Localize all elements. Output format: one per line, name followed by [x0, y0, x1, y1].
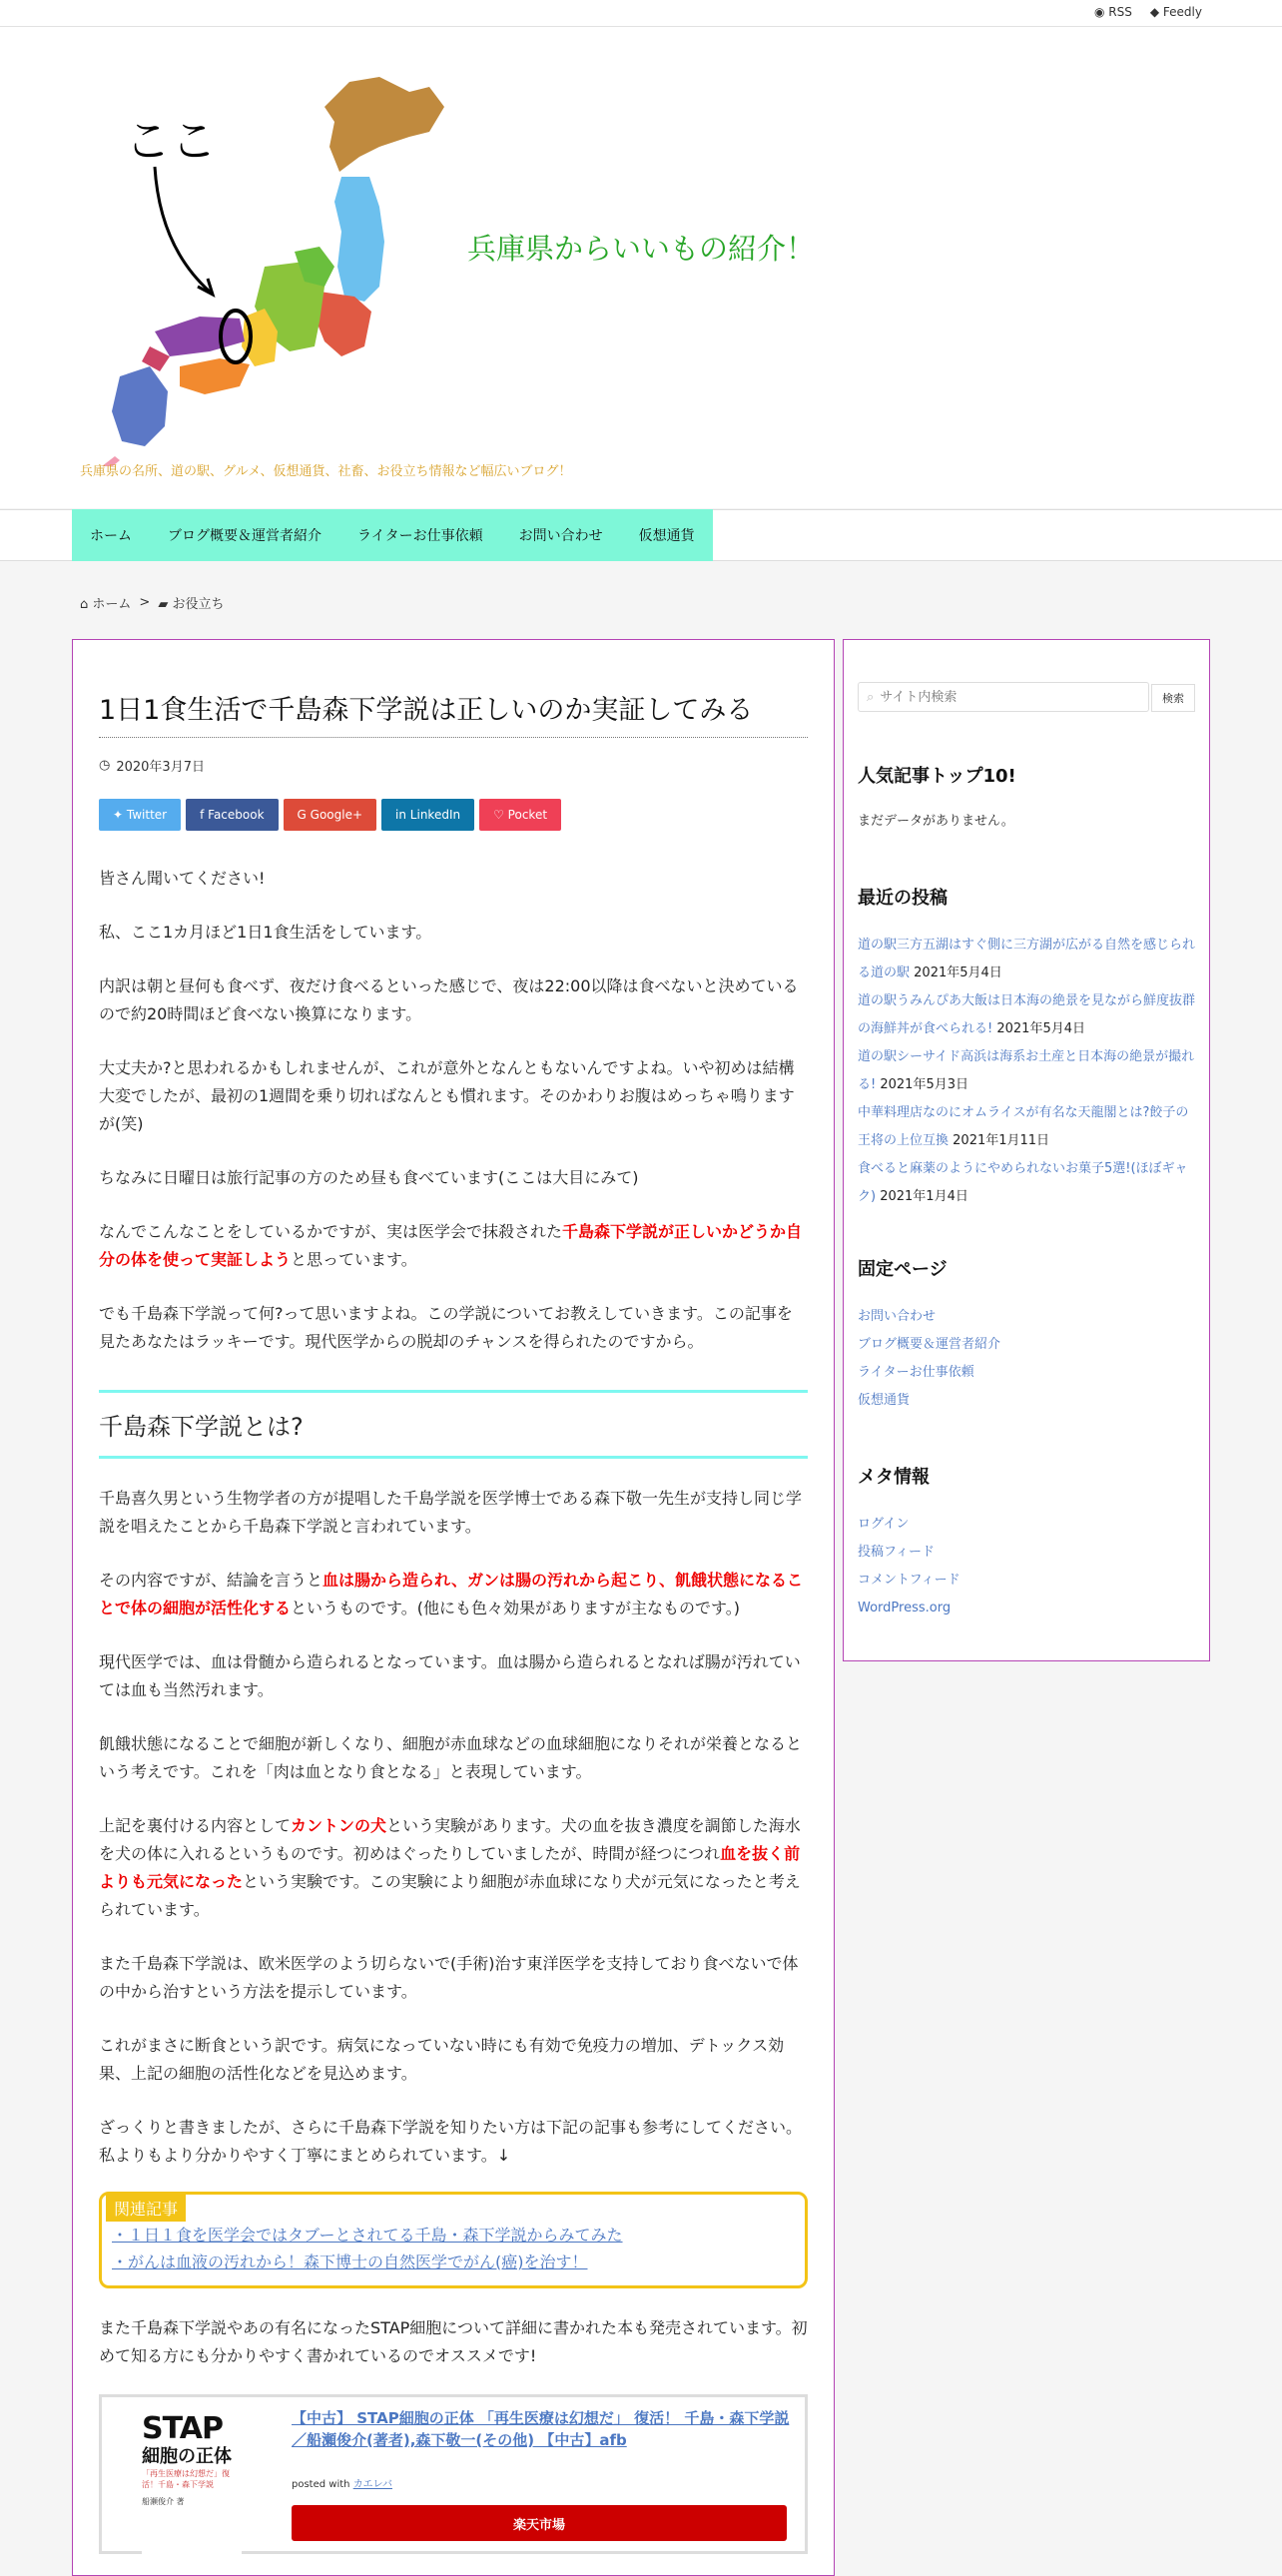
share-pocket-label: Pocket	[507, 808, 548, 822]
article-date-text: 2020年3月7日	[116, 760, 205, 775]
meta-link[interactable]: 投稿フィード	[858, 1545, 935, 1560]
recent-post-date: 2021年5月4日	[914, 966, 1002, 980]
meta-link[interactable]: WordPress.org	[858, 1601, 952, 1615]
nav-item-writer-request[interactable]: ライターお仕事依頼	[357, 528, 483, 544]
list-item	[858, 1511, 1197, 1539]
paragraph: ちなみに日曜日は旅行記事の方のため昼も食べています(ここは大目にみて)	[99, 1168, 639, 1187]
page-link[interactable]: ライターお仕事依頼	[858, 1365, 974, 1380]
meta-widget	[858, 1463, 1197, 1622]
text-span: と思っています。	[291, 1250, 417, 1269]
recent-post-date: 2021年5月4日	[996, 1021, 1085, 1036]
list-item	[858, 1043, 1197, 1099]
rss-link[interactable]	[1094, 5, 1132, 19]
related-articles-box	[99, 2192, 808, 2288]
recent-post-link[interactable]: 中華料理店なのにオムライスが有名な天龍閣とは?餃子の王将の上位互換	[858, 1105, 1189, 1148]
section-heading: 千島森下学説とは?	[99, 1390, 808, 1459]
book-cover-tagline: 「再生医療は幻想だ」復活！千島・森下学説	[142, 2469, 230, 2489]
paragraph: 内訳は朝と昼何も食べず、夜だけ食べるといった感じで、夜は22:00以降は食べないと決めているので約20時間ほど食べない換算になります。	[99, 976, 799, 1023]
paragraph: 現代医学では、血は骨髄から造られるとなっています。血は腸から造られるとなれば腸が汚れていては血も当然汚れます。	[99, 1652, 801, 1699]
paragraph: 千島喜久男という生物学者の方が提唱した千島学説を医学博士である森下敬一先生が支持し同じ学説を唱えたことから千島森下学説と言われています。	[99, 1489, 803, 1536]
page-link[interactable]: 仮想通貨	[858, 1393, 911, 1408]
twitter-icon: ✦	[113, 808, 127, 822]
share-facebook-button[interactable]	[186, 799, 278, 831]
list-item	[858, 1303, 1197, 1331]
book-cover-subtitle: 細胞の正体	[142, 2446, 232, 2467]
text-span: 上記を裏付ける内容として	[99, 1816, 292, 1835]
pages-list	[858, 1303, 1197, 1415]
rakuten-button[interactable]: 楽天市場	[292, 2505, 787, 2541]
text-span: という実験があります。犬の血を抜き濃度を調節した海水を犬の体に入れるというものです。初めはぐったりしていましたが、時間が経つにつれ	[99, 1816, 801, 1863]
paragraph: でも千島森下学説って何?って思いますよね。この学説についてお教えしていきます。この記事を見たあなたはラッキーです。現代医学からの脱却のチャンスを得られたのですから。	[99, 1304, 793, 1351]
search-icon: ⌕	[867, 689, 875, 705]
share-twitter-button[interactable]	[99, 799, 181, 831]
recent-post-date: 2021年1月11日	[953, 1133, 1050, 1148]
site-logo[interactable]	[80, 47, 479, 466]
kaereba-link[interactable]: カエレバ	[352, 2479, 392, 2490]
list-item	[858, 1567, 1197, 1595]
share-pocket-button[interactable]	[479, 799, 561, 831]
folder-icon: ▰	[158, 597, 169, 612]
text-span: その内容ですが、結論を言うと	[99, 1571, 323, 1590]
emphasis-text: 血を抜く前よりも元気になった	[99, 1844, 801, 1891]
book-cover-author: 船瀬俊介 著	[142, 2497, 185, 2506]
text-span: なんでこんなことをしているかですが、実は医学会で抹殺された	[99, 1222, 563, 1241]
linkedin-icon: in	[395, 808, 410, 822]
paragraph	[99, 1812, 808, 1924]
share-linkedin-label: LinkedIn	[409, 808, 461, 822]
recent-post-link[interactable]: 道の駅シーサイド高浜は海系お土産と日本海の絶景が撮れる!	[858, 1049, 1195, 1092]
list-item	[858, 932, 1197, 987]
text-span: というものです。(他にも色々効果がありますが主なものです。)	[291, 1599, 740, 1617]
popular-widget	[858, 762, 1197, 829]
paragraph	[99, 1567, 808, 1622]
pocket-icon: ♡	[493, 808, 508, 822]
paragraph: また千島森下学説やあの有名になったSTAP細胞について詳細に書かれた本も発売されています。初めて知る方にも分かりやすく書かれているのでオススメです!	[99, 2318, 808, 2365]
list-item	[858, 987, 1197, 1043]
emphasis-text: カントンの犬	[291, 1816, 387, 1835]
recent-posts-list	[858, 932, 1197, 1211]
related-article-link[interactable]: ・がんは血液の汚れから！森下博士の自然医学でがん(癌)を治す！	[112, 2253, 588, 2271]
breadcrumb	[80, 593, 224, 612]
recent-post-date: 2021年1月4日	[880, 1189, 968, 1204]
breadcrumb-category-label: お役立ち	[172, 597, 225, 612]
pages-widget	[858, 1255, 1197, 1415]
search-button[interactable]: 検索	[1151, 684, 1195, 712]
paragraph: これがまさに断食という訳です。病気になっていない時にも有効で免疫力の増加、デトックス効果、上記の細胞の活性化などを見込めます。	[99, 2036, 785, 2083]
main-content	[72, 639, 835, 2576]
rss-label: RSS	[1108, 5, 1132, 19]
recent-post-link[interactable]: 道の駅うみんぴあ大飯は日本海の絶景を見ながら鮮度抜群の海鮮丼が食べられる!	[858, 993, 1196, 1036]
paragraph: また千島森下学説は、欧米医学のよう切らないで(手術)治す東洋医学を支持しており食べないで体の中から治すという方法を提示しています。	[99, 1954, 799, 2001]
breadcrumb-category[interactable]	[158, 593, 224, 612]
posted-with	[292, 2475, 392, 2490]
paragraph: 私、ここ1カ月ほど1日1食生活をしています。	[99, 923, 432, 942]
paragraph: 大丈夫か?と思われるかもしれませんが、これが意外となんともないんですよね。いや初めは結構大変でしたが、最初の1週間を乗り切ればなんとも慣れます。そのかわりお腹はめっちゃ鳴りますが(笑)	[99, 1058, 795, 1133]
related-article-link[interactable]: ・１日１食を医学会ではタブーとされてる千島・森下学説からみてみた	[112, 2226, 623, 2245]
nav-item-crypto[interactable]: 仮想通貨	[638, 528, 695, 544]
meta-list	[858, 1511, 1197, 1622]
related-articles-label: 関連記事	[106, 2195, 186, 2222]
nav-item-home[interactable]: ホーム	[90, 528, 132, 544]
paragraph	[99, 1218, 808, 1274]
product-card	[99, 2394, 808, 2554]
nav-item-about[interactable]: ブログ概要＆運営者紹介	[168, 528, 321, 544]
share-facebook-label: Facebook	[208, 808, 265, 822]
article	[99, 688, 808, 2554]
widget-title: 人気記事トップ10!	[858, 766, 1016, 787]
emphasis-text: 千島森下学説が正しいかどうか自分の体を使って実証しよう	[99, 1222, 803, 1269]
feedly-link[interactable]	[1150, 5, 1202, 19]
product-title-link[interactable]: 【中古】 STAP細胞の正体 「再生医療は幻想だ」 復活！ 千島・森下学説 ／船瀬俊介(著者),森下敬一(その他) 【中古】afb	[292, 2409, 790, 2449]
clock-icon: ◷	[99, 758, 111, 773]
share-linkedin-button[interactable]	[381, 799, 474, 831]
recent-posts-widget	[858, 884, 1197, 1211]
list-item	[858, 1359, 1197, 1387]
recent-post-link[interactable]: 道の駅三方五湖はすぐ側に三方湖が広がる自然を感じられる道の駅	[858, 938, 1196, 980]
nav-item-contact[interactable]: お問い合わせ	[518, 528, 603, 544]
feed-links	[1094, 5, 1202, 19]
googleplus-icon: G	[297, 808, 311, 822]
meta-link[interactable]: コメントフィード	[858, 1573, 961, 1588]
book-cover-title: STAP	[142, 2411, 223, 2446]
site-description: 兵庫県の名所、道の駅、グルメ、仮想通貨、社畜、お役立ち情報など幅広いブログ！	[80, 464, 572, 479]
share-buttons	[99, 799, 808, 831]
posted-with-text: posted with	[292, 2479, 350, 2490]
meta-link[interactable]: ログイン	[858, 1517, 910, 1532]
article-title: 1日1食生活で千島森下学説は正しいのか実証してみる	[99, 688, 808, 738]
site-header	[0, 27, 1282, 508]
breadcrumb-separator: >	[139, 595, 151, 610]
emphasis-text: 血は腸から造られ、ガンは腸の汚れから起こり、飢餓状態になることで体の細胞が活性化する	[99, 1571, 803, 1617]
site-title[interactable]: 兵庫県からいいもの紹介！	[467, 232, 816, 266]
page-link[interactable]: ブログ概要＆運営者紹介	[858, 1337, 1001, 1352]
top-bar	[0, 0, 1282, 27]
recent-post-date: 2021年5月3日	[880, 1077, 968, 1092]
paragraph: ざっくりと書きましたが、さらに千島森下学説を知りたい方は下記の記事も参考にしてください。私よりもより分かりやすく丁寧にまとめられています。↓	[99, 2118, 803, 2165]
feedly-icon: ◆	[1149, 5, 1160, 19]
widget-title: 固定ページ	[858, 1259, 948, 1280]
main-nav	[72, 509, 713, 561]
home-icon: ⌂	[80, 597, 89, 612]
list-item	[858, 1539, 1197, 1567]
share-googleplus-button[interactable]	[284, 799, 377, 831]
paragraph: 飢餓状態になることで細胞が新しくなり、細胞が赤血球などの血球細胞になりそれが栄養となるという考えです。これを「肉は血となり食となる」と表現しています。	[99, 1734, 803, 1781]
list-item	[858, 1099, 1197, 1155]
popular-empty-text: まだデータがありません。	[858, 814, 1014, 829]
widget-title: 最近の投稿	[858, 888, 948, 909]
search-box	[858, 682, 1149, 712]
japan-map-icon	[80, 47, 479, 466]
search-input[interactable]	[880, 690, 1119, 705]
map-caption: ここ	[125, 114, 217, 168]
feedly-label: Feedly	[1162, 5, 1202, 19]
text-span: という実験です。この実験により細胞が赤血球になり犬が元気になったと考えられています。	[99, 1872, 801, 1919]
article-date	[99, 756, 808, 775]
breadcrumb-home-label: ホーム	[92, 597, 132, 612]
list-item	[858, 1595, 1197, 1622]
rss-icon: ◉	[1093, 5, 1105, 19]
list-item	[858, 1387, 1197, 1415]
widget-title: メタ情報	[858, 1467, 930, 1488]
sidebar	[843, 639, 1210, 1661]
share-googleplus-label: Google+	[310, 808, 363, 822]
list-item	[858, 1331, 1197, 1359]
recent-post-link[interactable]: 食べると麻薬のようにやめられないお菓子5選!(ほぼギャク)	[858, 1161, 1188, 1204]
facebook-icon: f	[200, 808, 209, 822]
paragraph: 皆さん聞いてください!	[99, 869, 266, 888]
list-item	[858, 1155, 1197, 1211]
share-twitter-label: Twitter	[126, 808, 168, 822]
book-cover-image[interactable]	[142, 2411, 242, 2561]
breadcrumb-home[interactable]	[80, 593, 131, 612]
page-link[interactable]: お問い合わせ	[858, 1309, 937, 1324]
